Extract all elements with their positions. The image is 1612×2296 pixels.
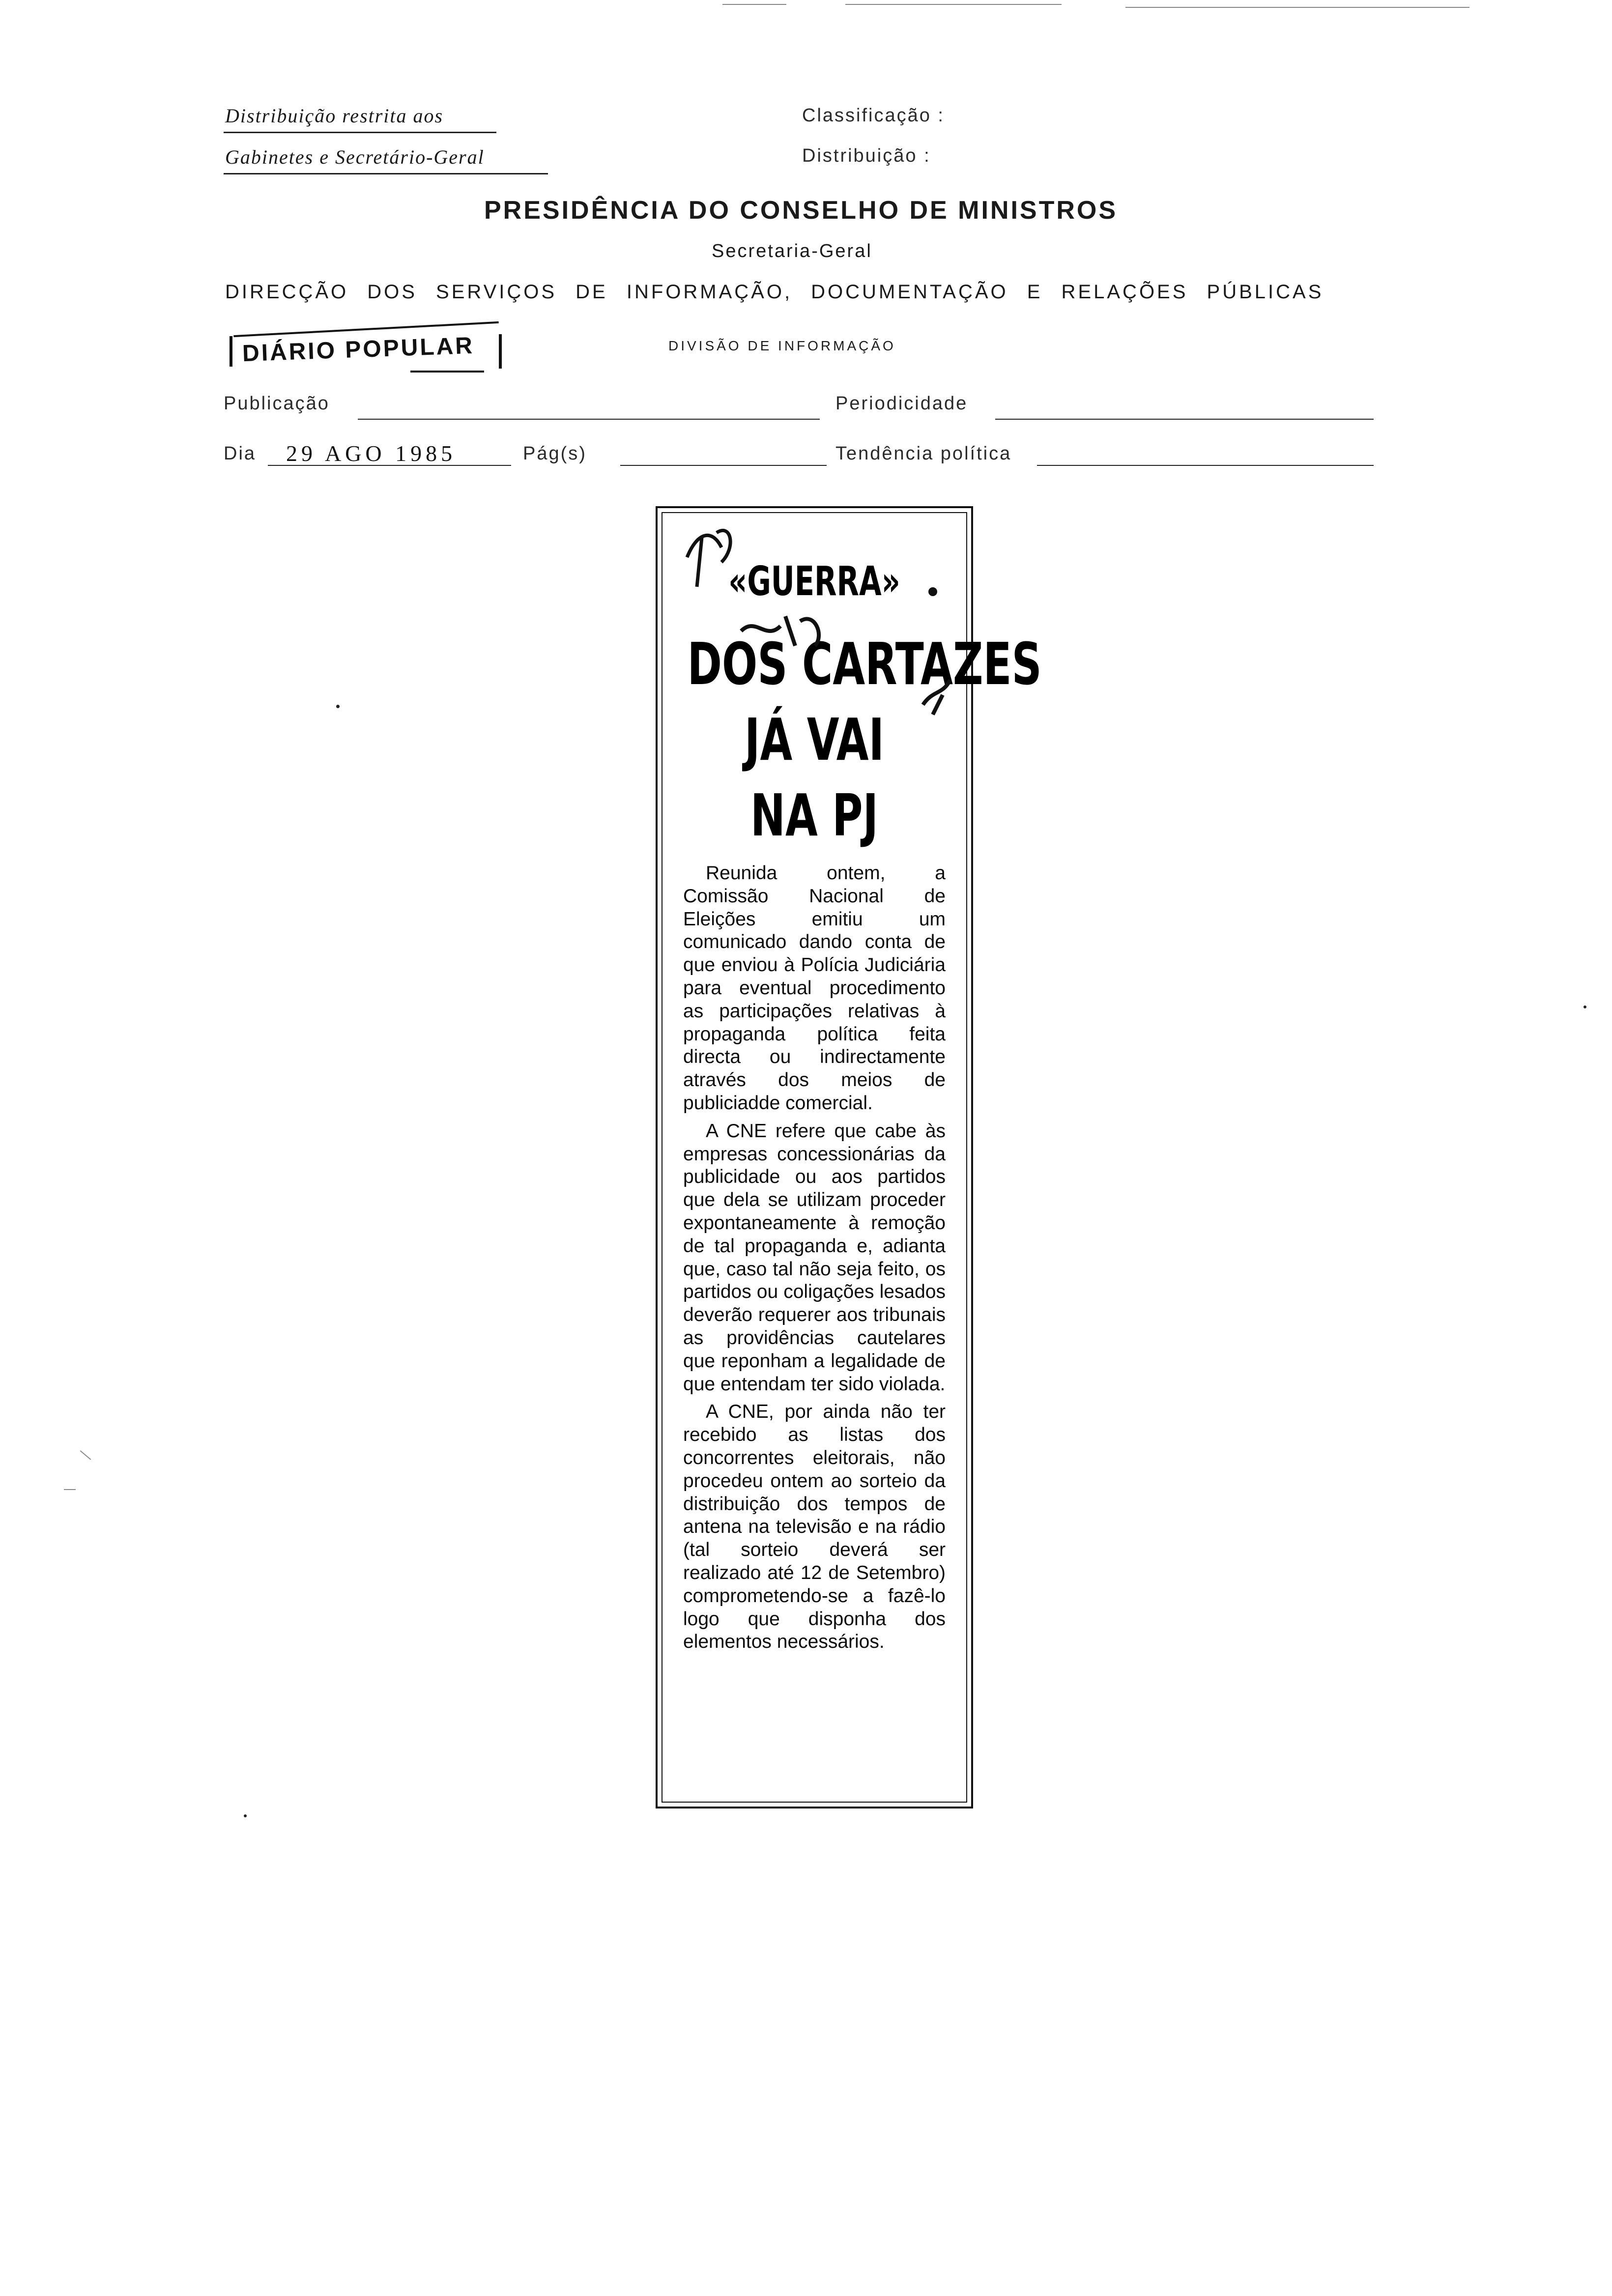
clipping-paragraph-3: A CNE, por ainda não ter recebido as listas dos concorrentes eleitorais, não procedeu ontem ao sorteio da distribuição dos tempos de antena na televisão e na rádio (tal sorteio deverá ser realizado até 12 de Setembro) comprometendo-se a fazê-lo logo que disponha dos elementos necessários. (683, 1401, 946, 1653)
political-tendency-label: Tendência política (835, 443, 1012, 464)
scan-artifact (80, 1450, 91, 1460)
political-tendency-field-line (1037, 465, 1374, 466)
clipping-paragraph-1: Reunida ontem, a Comissão Nacional de Eleições emitiu um comunicado dando conta de que enviou à Polícia Judiciária para eventual procedimento as participações relativas à propaganda política feita directa ou indirectamente através dos meios de publiciadde comercial. (683, 862, 946, 1114)
headline-line-3: JÁ VAI (744, 706, 885, 774)
newspaper-clipping (656, 506, 1042, 1808)
day-field-line (268, 465, 511, 466)
underline (224, 132, 496, 133)
pages-field-line (620, 465, 827, 466)
newspaper-stamp (224, 319, 509, 378)
stamp-left-bar (230, 336, 232, 367)
clipping-body (683, 862, 946, 1654)
headline-line-2: DOS CARTAZES (687, 630, 1042, 698)
headline-line-4: NA PJ (750, 781, 879, 849)
pages-label: Pág(s) (523, 443, 587, 464)
scan-speck (244, 1814, 247, 1817)
day-label: Dia (224, 443, 257, 464)
publication-label: Publicação (224, 393, 330, 414)
classification-label: Classificação : (802, 105, 945, 126)
stamp-underline (410, 371, 484, 373)
scan-artifact (722, 4, 786, 5)
institution-subtitle: Secretaria-Geral (712, 241, 872, 261)
distribution-restricted-line2: Gabinetes e Secretário-Geral (225, 146, 485, 168)
scan-artifact (64, 1489, 76, 1490)
publication-field-line (358, 419, 820, 420)
handwritten-scribble (667, 518, 1042, 744)
scan-speck (1583, 1005, 1586, 1008)
directorate-name: DIRECÇÃO DOS SERVIÇOS DE INFORMAÇÃO, DOCUMENTAÇÃO E RELAÇÕES PÚBLICAS (225, 281, 1324, 303)
scan-speck (336, 705, 340, 708)
stamp-right-bar (499, 334, 502, 369)
clipping-paragraph-2: A CNE refere que cabe às empresas concessionárias da publicidade ou aos partidos que dela se utilizam proceder expontaneamente à remoção de tal propaganda e, adianta que, caso tal não seja feito, os partidos ou coligações lesados deverão requerer aos tribunais as providências cautelares que reponham a legalidade de que entendam ter sido violada. (683, 1120, 946, 1395)
headline-line-1: «GUERRA» (728, 558, 900, 605)
distribution-label: Distribuição : (802, 145, 931, 166)
scan-artifact (845, 4, 1062, 5)
underline (224, 173, 548, 174)
periodicity-label: Periodicidade (835, 393, 968, 414)
periodicity-field-line (995, 419, 1374, 420)
clipping-headline (658, 538, 1042, 852)
scan-artifact (1125, 7, 1469, 8)
division-name: DIVISÃO DE INFORMAÇÃO (668, 338, 896, 353)
stamp-text: DIÁRIO POPULAR (242, 332, 475, 367)
day-value: 29 AGO 1985 (286, 441, 457, 466)
institution-title: PRESIDÊNCIA DO CONSELHO DE MINISTROS (484, 196, 1118, 225)
distribution-restricted-line1: Distribuição restrita aos (225, 105, 444, 127)
